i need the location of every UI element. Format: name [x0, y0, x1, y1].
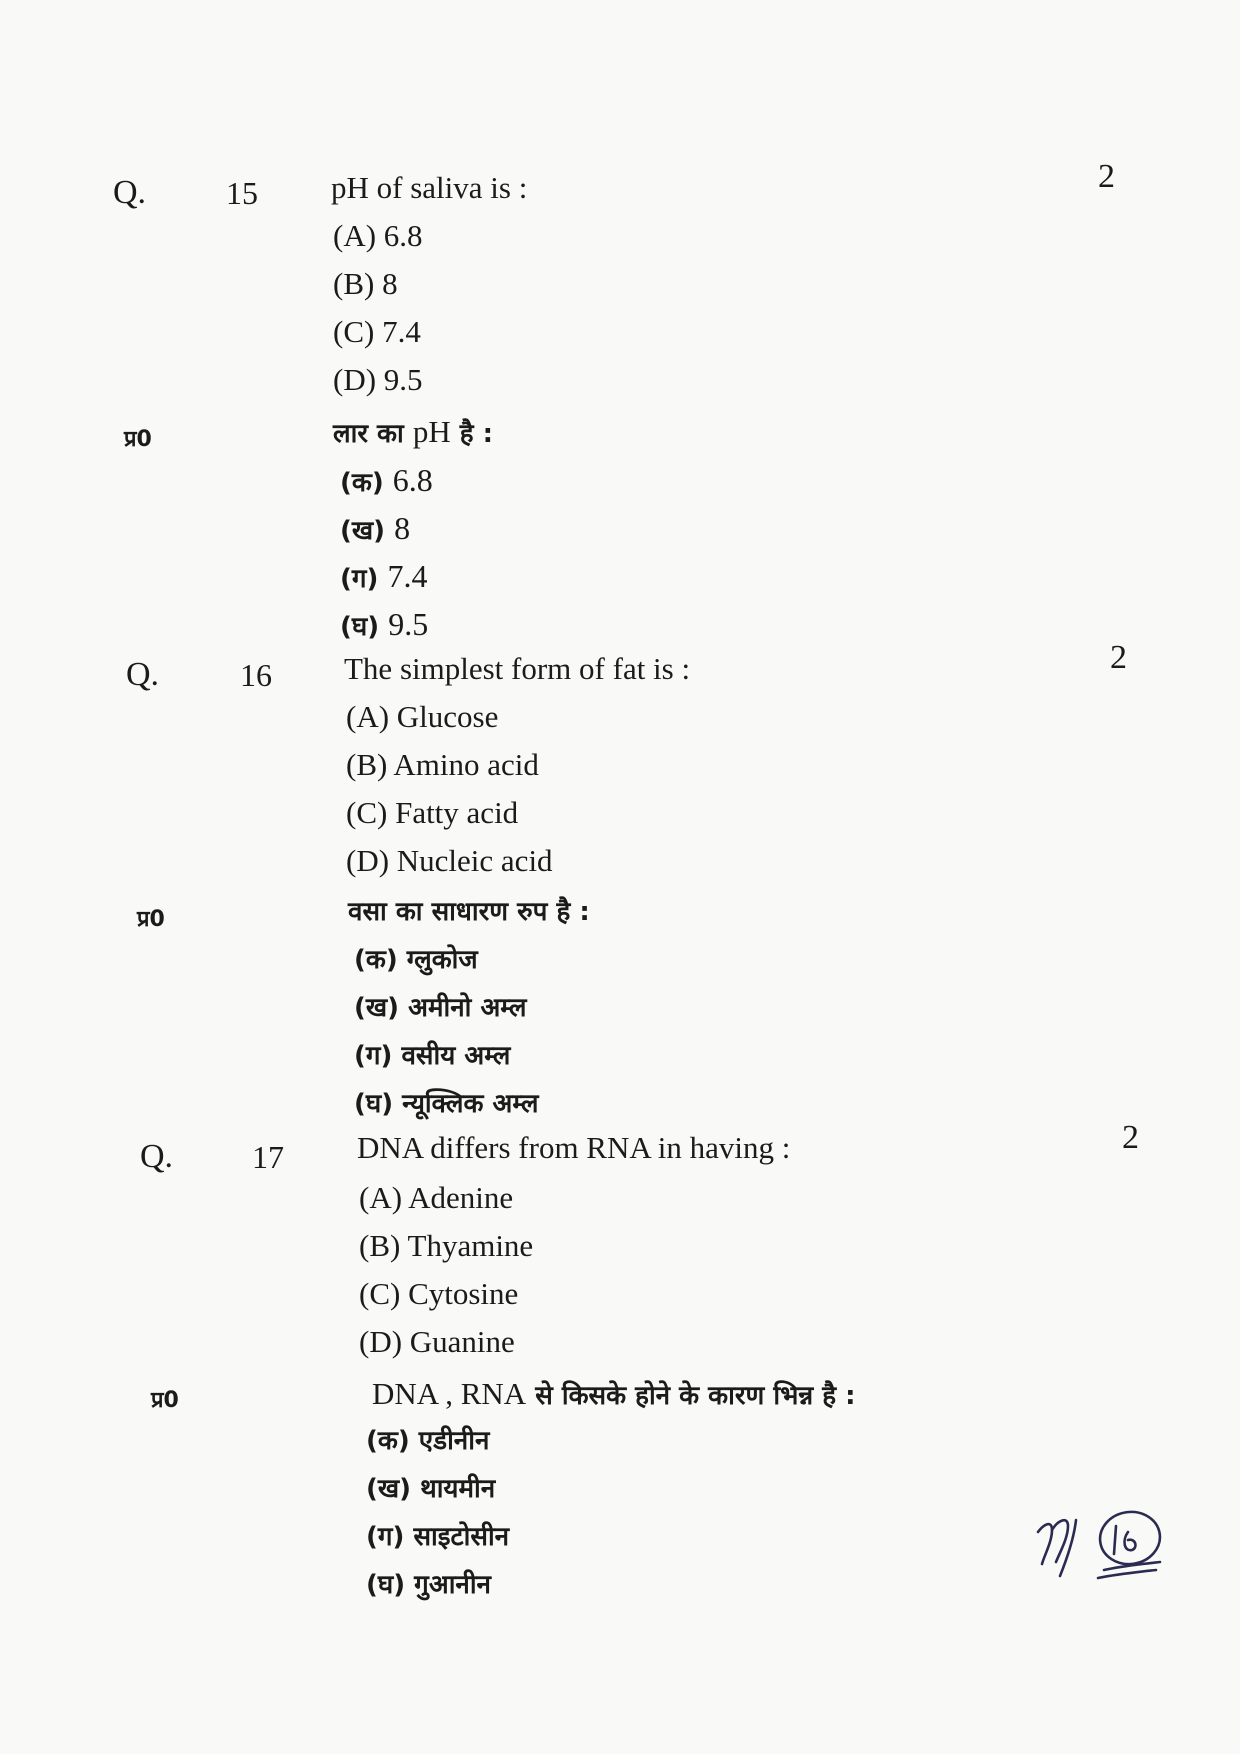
hindi-question-stem: वसा का साधारण रुप है :	[348, 897, 590, 927]
question-marks: 2	[1098, 158, 1115, 195]
hindi-question-label: प्र0	[124, 427, 152, 452]
option-d: (D) Guanine	[359, 1324, 515, 1359]
option-d: (D) Nucleic acid	[346, 843, 553, 878]
option-d: (D) 9.5	[333, 362, 423, 397]
question-label: Q.	[126, 656, 160, 693]
hindi-options-list	[340, 460, 433, 652]
option-b: (B) 8	[333, 266, 398, 301]
hindi-option-ga: (ग) साइटोसीन	[366, 1522, 510, 1552]
hindi-option-ga: (ग) 7.4	[340, 558, 428, 594]
question-marks: 2	[1122, 1119, 1139, 1156]
option-c: (C) Cytosine	[359, 1276, 519, 1311]
hindi-option-gha: (घ) न्यूक्लिक अम्ल	[354, 1089, 539, 1119]
options-list	[359, 1178, 533, 1370]
hindi-option-ka: (क) 6.8	[340, 462, 433, 498]
question-marks: 2	[1110, 639, 1127, 676]
option-a: (A) Adenine	[359, 1180, 514, 1215]
question-stem: DNA differs from RNA in having :	[357, 1130, 791, 1165]
handwritten-signature-icon	[1030, 1490, 1170, 1600]
question-label: Q.	[140, 1138, 174, 1175]
question-number: 15	[226, 175, 258, 211]
hindi-option-kha: (ख) 8	[340, 510, 411, 546]
hindi-option-ka: (क) एडीनीन	[366, 1426, 490, 1456]
hindi-question-stem: DNA , RNA से किसके होने के कारण भिन्न है :	[372, 1376, 856, 1411]
hindi-question-label: प्र0	[137, 907, 165, 932]
hindi-option-kha: (ख) अमीनो अम्ल	[354, 993, 527, 1023]
question-stem: pH of saliva is :	[331, 170, 528, 205]
hindi-question-stem: लार का pH है :	[333, 414, 494, 449]
hindi-option-gha: (घ) 9.5	[340, 606, 429, 642]
question-stem: The simplest form of fat is :	[344, 651, 691, 686]
hindi-option-ka: (क) ग्लुकोज	[354, 945, 478, 975]
option-c: (C) Fatty acid	[346, 795, 519, 830]
question-number: 16	[240, 657, 272, 693]
hindi-option-kha: (ख) थायमीन	[366, 1474, 496, 1504]
options-list	[346, 697, 553, 889]
hindi-options-list	[366, 1421, 509, 1613]
hindi-question-label: प्र0	[151, 1388, 179, 1413]
option-b: (B) Thyamine	[359, 1228, 534, 1263]
option-a: (A) 6.8	[333, 218, 423, 253]
question-label: Q.	[113, 174, 147, 211]
question-number: 17	[252, 1139, 284, 1175]
hindi-options-list	[354, 940, 539, 1132]
option-c: (C) 7.4	[333, 314, 421, 349]
option-a: (A) Glucose	[346, 699, 499, 734]
hindi-option-ga: (ग) वसीय अम्ल	[354, 1041, 511, 1071]
hindi-option-gha: (घ) गुआनीन	[366, 1570, 491, 1600]
option-b: (B) Amino acid	[346, 747, 539, 782]
